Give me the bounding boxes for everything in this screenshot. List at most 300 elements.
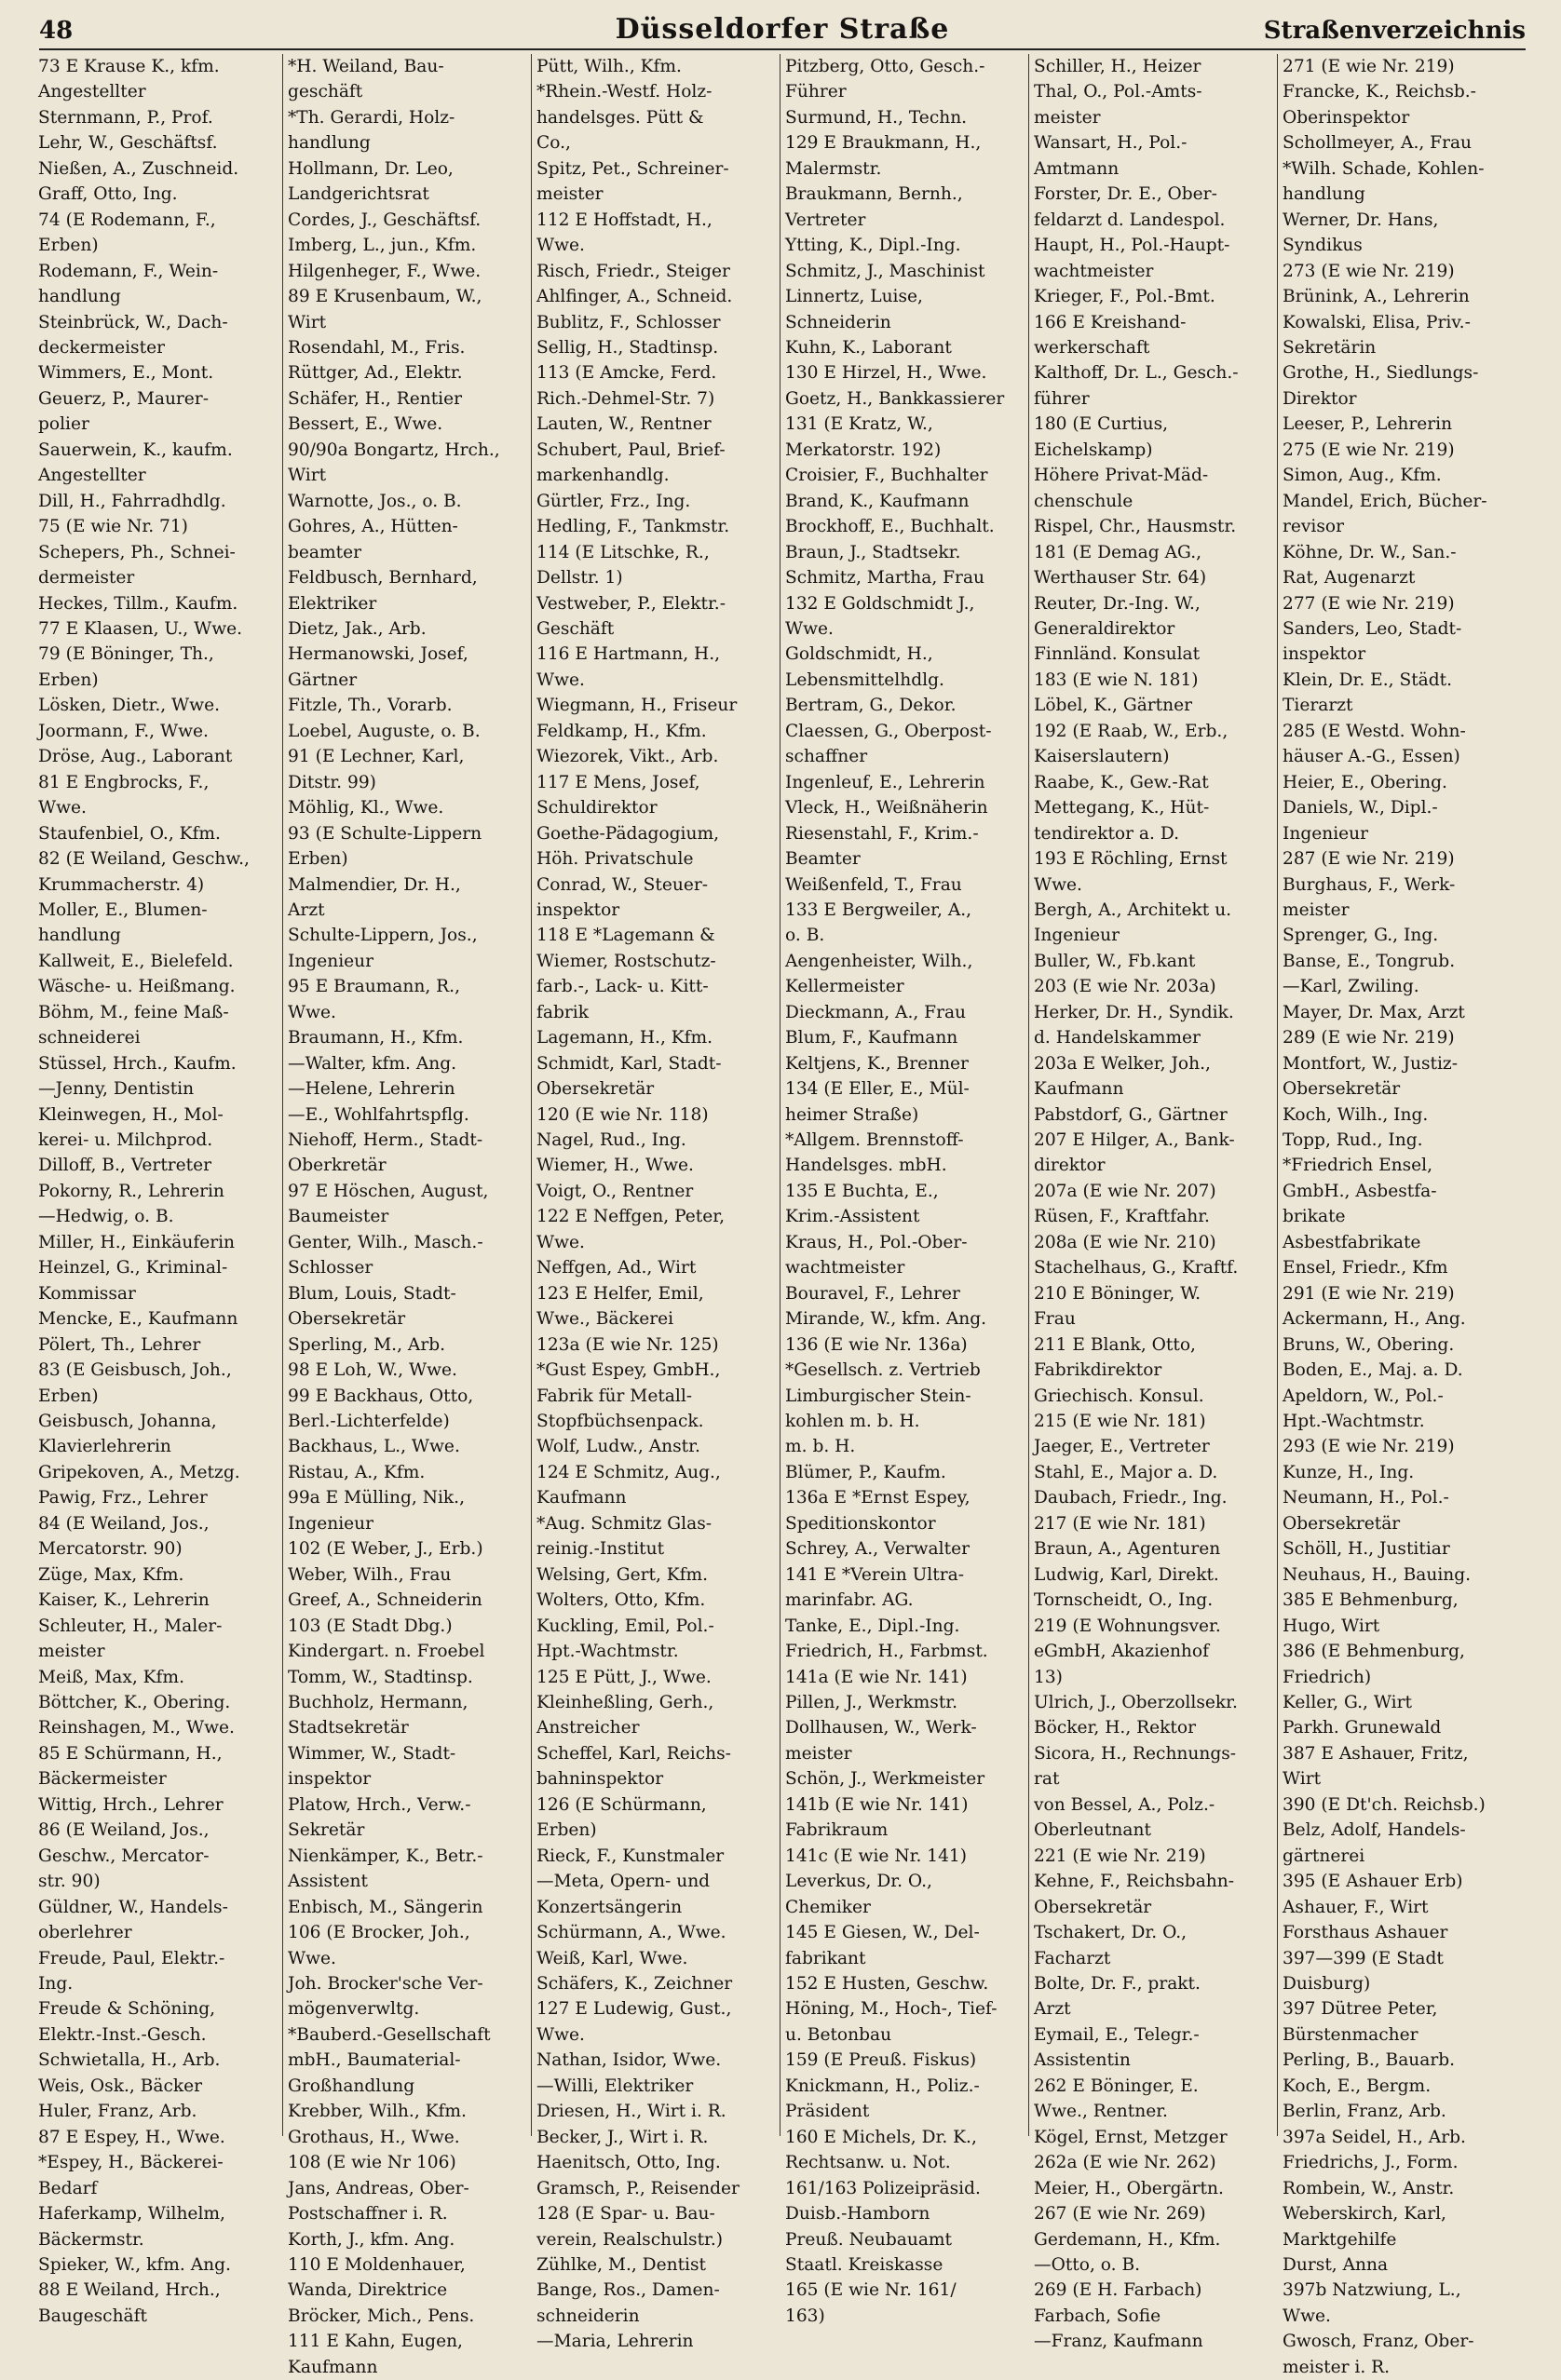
directory-entry-line: inspektor [288,1769,372,1790]
directory-entry-line: Meier, H., Obergärtn. [1034,2178,1224,2198]
directory-entry-line: Weberskirch, Karl, [1283,2204,1446,2224]
directory-entry-line: Erben) [288,849,348,870]
directory-entry-line: 74 (E Rodemann, F., [38,210,216,230]
directory-entry-line: 127 E Ludewig, Gust., [536,1999,732,2020]
directory-entry-line: Präsident [785,2102,870,2122]
directory-entry-line: farb.-, Lack- u. Kitt- [536,977,709,997]
directory-entry-line: Höhere Privat-Mäd- [1034,466,1209,486]
directory-entry-line: Goetz, H., Bankkassierer [785,388,1005,409]
directory-entry-line: Greef, A., Schneiderin [288,1590,482,1611]
directory-entry-line: Graff, Otto, Ing. [38,184,178,205]
directory-entry-line: Tomm, W., Stadtinsp. [288,1667,473,1687]
directory-entry-line: Friedrich) [1283,1667,1372,1687]
directory-entry-line: Wwe. [536,1232,585,1252]
directory-entry-line: Freude & Schöning, [38,1999,216,2020]
directory-entry-line: Asbestfabrikate [1283,1232,1421,1252]
directory-entry-line: 129 E Braukmann, H., [785,133,982,154]
directory-entry-line: kohlen m. b. H. [785,1412,920,1432]
directory-entry-line: Nießen, A., Zuschneid. [38,158,239,179]
directory-entry-line: 267 (E wie Nr. 269) [1034,2204,1206,2224]
directory-entry-line: —Willi, Elektriker [536,2076,694,2096]
directory-entry-line: Francke, K., Reichsb.- [1283,82,1476,102]
directory-entry-line: Mencke, E., Kaufmann [38,1309,238,1330]
directory-entry-line: meister i. R. [1283,2357,1391,2377]
directory-entry-line: beamter [288,542,361,562]
directory-entry-line: kerei- u. Milchprod. [38,1130,213,1151]
directory-entry-line: 277 (E wie Nr. 219) [1283,593,1455,614]
directory-entry-line: 262 E Böninger, E. [1034,2076,1199,2096]
directory-entry-line: *Espey, H., Bäckerei- [38,2153,224,2173]
directory-entry-line: 86 (E Weiland, Jos., [38,1820,210,1841]
directory-entry-line: Ristau, A., Kfm. [288,1462,426,1482]
directory-entry-line: 118 E *Lagemann & [536,926,715,946]
directory-entry-line: Ackermann, H., Ang. [1283,1309,1466,1330]
directory-entry-line: deckermeister [38,337,165,358]
directory-entry-line: Jaeger, E., Vertreter [1034,1437,1210,1457]
directory-entry-line: 193 E Röchling, Ernst [1034,849,1228,870]
directory-entry-line: Lauten, W., Rentner [536,414,712,435]
directory-entry-line: Bürstenmacher [1283,2024,1418,2045]
directory-entry-line: 285 (E Westd. Wohn- [1283,721,1466,741]
directory-entry-line: rat [1034,1769,1060,1790]
directory-entry-line: 211 E Blank, Otto, [1034,1334,1196,1355]
directory-entry-line: 75 (E wie Nr. 71) [38,517,188,537]
directory-entry-line: Handelsges. mbH. [785,1156,947,1176]
directory-entry-line: Angestellter [38,82,146,102]
directory-entry-line: Braun, A., Agenturen [1034,1539,1221,1560]
directory-entry-line: 83 (E Geisbusch, Joh., [38,1360,232,1381]
directory-column-4 [780,54,1028,2326]
directory-entry-line: o. B. [785,926,825,946]
directory-entry-line: —E., Wohlfahrtspflg. [288,1104,469,1125]
directory-entry-line: Moller, E., Blumen- [38,899,208,920]
directory-entry-line: *Allgem. Brennstoff- [785,1130,964,1151]
directory-entry-line: 262a (E wie Nr. 262) [1034,2153,1216,2173]
directory-entry-line: Kraus, H., Pol.-Ober- [785,1232,968,1252]
directory-entry-line: Stahl, E., Major a. D. [1034,1462,1218,1482]
directory-entry-line: 208a (E wie Nr. 210) [1034,1232,1216,1252]
directory-entry-line: 163) [785,2306,825,2326]
directory-entry-line: 136a E *Ernst Espey, [785,1488,971,1508]
directory-entry-line: Hugo, Wirt [1283,1616,1380,1636]
directory-entry-line: Apeldorn, W., Pol.- [1283,1386,1444,1406]
directory-entry-line: 131 (E Kratz, W., [785,414,933,435]
directory-entry-line: 98 E Loh, W., Wwe. [288,1360,457,1381]
directory-entry-line: Rodemann, F., Wein- [38,261,219,281]
directory-entry-line: Nienkämper, K., Betr.- [288,1846,483,1866]
directory-entry-line: Lagemann, H., Kfm. [536,1028,713,1048]
directory-entry-line: Bange, Ros., Damen- [536,2280,720,2301]
directory-entry-line: Geuerz, P., Maurer- [38,388,209,409]
directory-entry-line: Thal, O., Pol.-Amts- [1034,82,1202,102]
directory-entry-line: Raabe, K., Gew.-Rat [1034,772,1209,792]
directory-entry-line: Kalthoff, Dr. L., Gesch.- [1034,363,1239,384]
directory-entry-line: Welsing, Gert, Kfm. [536,1564,709,1585]
directory-entry-line: Schrey, A., Verwalter [785,1539,970,1560]
directory-entry-line: Obersekretär [536,1079,655,1100]
directory-entry-line: 192 (E Raab, W., Erb., [1034,721,1228,741]
directory-entry-line: Eichelskamp) [1034,439,1153,460]
directory-entry-line: GmbH., Asbestfa- [1283,1181,1437,1201]
directory-entry-line: Kommissar [38,1283,136,1304]
directory-entry-line: Wäsche- u. Heißmang. [38,977,236,997]
directory-entry-line: Jans, Andreas, Ober- [288,2178,469,2198]
directory-entry-line: Werthauser Str. 64) [1034,568,1207,588]
directory-entry-line: Preuß. Neubauamt [785,2229,953,2250]
directory-entry-line: 122 E Neffgen, Peter, [536,1207,725,1227]
directory-entry-line: inspektor [1283,644,1366,665]
directory-entry-line: Rechtsanw. u. Not. [785,2153,951,2173]
directory-entry-line: Hilgenheger, F., Wwe. [288,261,482,281]
directory-entry-line: 161/163 Polizeipräsid. [785,2178,981,2198]
directory-entry-line: Dietz, Jak., Arb. [288,618,427,639]
directory-entry-line: mögenverwltg. [288,1999,420,2020]
directory-entry-line: *Wilh. Schade, Kohlen- [1283,158,1485,179]
directory-entry-line: Belz, Adolf, Handels- [1283,1820,1466,1841]
directory-entry-line: 386 (E Behmenburg, [1283,1642,1465,1662]
directory-entry-line: Koch, Wilh., Ing. [1283,1104,1429,1125]
directory-entry-line: handlung [38,926,121,946]
directory-entry-line: Fabrikraum [785,1820,889,1841]
directory-entry-line: Gürtler, Frz., Ing. [536,491,691,511]
directory-entry-line: brikate [1283,1207,1346,1227]
directory-entry-line: 141b (E wie Nr. 141) [785,1794,969,1815]
directory-entry-line: Surmund, H., Techn. [785,107,968,128]
directory-entry-line: 89 E Krusenbaum, W., [288,287,482,307]
directory-entry-line: —Walter, kfm. Ang. [288,1053,457,1074]
directory-entry-line: Rombein, W., Anstr. [1283,2178,1455,2198]
directory-entry-line: Chemiker [785,1897,871,1917]
directory-entry-line: Nathan, Isidor, Wwe. [536,2050,722,2071]
directory-entry-line: Beamter [785,849,861,870]
directory-entry-line: Arzt [1034,1999,1071,2020]
directory-entry-line: Hermanowski, Josef, [288,644,468,665]
directory-entry-line: u. Betonbau [785,2024,892,2045]
directory-entry-line: fabrikant [785,1948,866,1968]
directory-entry-line: Bertram, G., Dekor. [785,696,957,716]
directory-entry-line: Weis, Osk., Bäcker [38,2076,203,2096]
directory-entry-line: Risch, Friedr., Steiger [536,261,730,281]
directory-entry-line: Brünink, A., Lehrerin [1283,287,1470,307]
directory-entry-line: Mandel, Erich, Bücher- [1283,491,1487,511]
directory-entry-line: Griechisch. Konsul. [1034,1386,1204,1406]
directory-entry-line: meister [536,184,604,205]
directory-entry-line: Neffgen, Ad., Wirt [536,1258,697,1278]
directory-entry-line: —Hedwig, o. B. [38,1207,174,1227]
directory-entry-line: 120 (E wie Nr. 118) [536,1104,709,1125]
section-title: Straßenverzeichnis [1263,17,1526,45]
directory-entry-line: Sekretärin [1283,337,1377,358]
directory-entry-line: Fitzle, Th., Vorarb. [288,696,453,716]
directory-entry-line: Wwe. [288,1002,336,1022]
directory-entry-line: Köhne, Dr. W., San.- [1283,542,1457,562]
directory-entry-line: Obersekretär [1034,1897,1152,1917]
directory-entry-line: Oberkretär [288,1156,387,1176]
directory-entry-line: Loebel, Auguste, o. B. [288,721,481,741]
directory-entry-line: Bolte, Dr. F., prakt. [1034,1973,1201,1994]
directory-entry-line: —Helene, Lehrerin [288,1079,455,1100]
directory-entry-line: Kleinheßling, Gerh., [536,1693,714,1712]
directory-entry-line: Obersekretär [1283,1513,1401,1534]
directory-entry-line: Daubach, Friedr., Ing. [1034,1488,1228,1508]
directory-entry-line: eGmbH, Akazienhof [1034,1642,1209,1662]
directory-entry-line: m. b. H. [785,1437,856,1457]
directory-entry-line: Sekretär [288,1820,365,1841]
directory-entry-line: Schneiderin [785,312,891,332]
directory-entry-line: 128 (E Spar- u. Bau- [536,2204,715,2224]
directory-entry-line: Wiemer, H., Wwe. [536,1156,694,1176]
directory-entry-line: Heier, E., Obering. [1283,772,1447,792]
directory-entry-line: Duisb.-Hamborn [785,2204,930,2224]
directory-entry-line: Wwe. [536,2024,585,2045]
directory-entry-line: 99 E Backhaus, Otto, [288,1386,474,1406]
directory-entry-line: Wwe. [1034,874,1082,895]
directory-entry-line: 124 E Schmitz, Aug., [536,1462,721,1482]
directory-entry-line: 81 E Engbrocks, F., [38,772,210,792]
directory-entry-line: reinig.-Institut [536,1539,665,1560]
directory-entry-line: Stachelhaus, G., Kraftf. [1034,1258,1239,1278]
directory-entry-line: Direktor [1283,388,1357,409]
directory-entry-line: 112 E Hoffstadt, H., [536,210,713,230]
directory-entry-line: Pölert, Th., Lehrer [38,1334,201,1355]
directory-entry-line: wachtmeister [785,1258,905,1278]
directory-entry-line: Pawig, Frz., Lehrer [38,1488,208,1508]
directory-entry-line: Sprenger, G., Ing. [1283,926,1439,946]
directory-entry-line: 207 E Hilger, A., Bank- [1034,1130,1235,1151]
directory-entry-line: 273 (E wie Nr. 219) [1283,261,1455,281]
directory-entry-line: 102 (E Weber, J., Erb.) [288,1539,483,1560]
directory-entry-line: Rat, Augenarzt [1283,568,1416,588]
directory-entry-line: Ingenieur [288,951,374,971]
directory-entry-line: Rispel, Chr., Hausmstr. [1034,517,1237,537]
directory-entry-line: 88 E Weiland, Hrch., [38,2280,221,2301]
directory-entry-line: str. 90) [38,1872,101,1892]
directory-entry-line: *Bauberd.-Gesellschaft [288,2024,491,2045]
directory-entry-line: Elektriker [288,593,377,614]
directory-entry-line: Malermstr. [785,158,882,179]
directory-entry-line: 113 (E Amcke, Ferd. [536,363,717,384]
directory-entry-line: Riesenstahl, F., Krim.- [785,823,979,844]
directory-entry-line: Friedrichs, J., Form. [1283,2153,1459,2173]
directory-entry-line: Wwe. [536,236,585,256]
directory-entry-line: Weißenfeld, T., Frau [785,874,962,895]
directory-entry-line: schneiderei [38,1028,141,1048]
directory-entry-line: 123 E Helfer, Emil, [536,1283,704,1304]
directory-entry-line: Schuldirektor [536,798,658,818]
directory-entry-line: 141c (E wie Nr. 141) [785,1846,968,1866]
directory-entry-line: Eymail, E., Telegr.- [1034,2024,1200,2045]
directory-entry-line: Klavierlehrerin [38,1437,171,1457]
directory-entry-line: Kallweit, E., Bielefeld. [38,951,234,971]
directory-entry-line: Wanda, Direktrice [288,2280,448,2301]
directory-entry-line: 385 E Behmenburg, [1283,1590,1459,1611]
directory-entry-line: Gohres, A., Hütten- [288,517,458,537]
directory-entry-line: Schmidt, Karl, Stadt- [536,1053,722,1074]
directory-column-1 [34,54,282,2326]
directory-entry-line: Dieckmann, A., Frau [785,1002,967,1022]
directory-entry-line: Lebensmittelhdlg. [785,669,944,690]
directory-entry-line: 132 E Goldschmidt J., [785,593,975,614]
directory-entry-line: —Franz, Kaufmann [1034,2332,1203,2352]
directory-entry-line: Rüttger, Ad., Elektr. [288,363,463,384]
directory-entry-line: Pokorny, R., Lehrerin [38,1181,224,1201]
directory-entry-line: 152 E Husten, Geschw. [785,1973,989,1994]
directory-entry-line: Leverkus, Dr. O., [785,1872,932,1892]
directory-entry-line: Tschakert, Dr. O., [1034,1923,1188,1943]
directory-entry-line: d. Handelskammer [1034,1028,1201,1048]
directory-entry-line: Staufenbiel, O., Kfm. [38,823,221,844]
directory-entry-line: Dollhausen, W., Werk- [785,1718,977,1738]
directory-entry-line: Heckes, Tillm., Kaufm. [38,593,238,614]
directory-entry-line: Löbel, K., Gärtner [1034,696,1193,716]
directory-entry-line: 293 (E wie Nr. 219) [1283,1437,1455,1457]
directory-entry-line: 85 E Schürmann, H., [38,1743,223,1764]
directory-entry-line: Ensel, Friedr., Kfm [1283,1258,1448,1278]
directory-entry-line: 207a (E wie Nr. 207) [1034,1181,1216,1201]
directory-entry-line: Croisier, F., Buchhalter [785,466,988,486]
directory-entry-line: —Maria, Lehrerin [536,2332,694,2352]
directory-entry-line: 114 (E Litschke, R., [536,542,710,562]
directory-columns [34,54,1527,2377]
directory-entry-line: Kuhn, K., Laborant [785,337,952,358]
directory-entry-line: Krummacherstr. 4) [38,874,205,895]
directory-entry-line: Schubert, Paul, Brief- [536,439,726,460]
directory-entry-line: Koch, E., Bergm. [1283,2076,1432,2096]
directory-entry-line: 275 (E wie Nr. 219) [1283,439,1455,460]
directory-entry-line: 123a (E wie Nr. 125) [536,1334,719,1355]
directory-entry-line: Ingenieur [1034,926,1120,946]
directory-entry-line: 141 E *Verein Ultra- [785,1564,964,1585]
directory-entry-line: Meiß, Max, Kfm. [38,1667,184,1687]
directory-entry-line: Weiß, Karl, Wwe. [536,1948,688,1968]
directory-entry-line: 13) [1034,1667,1063,1687]
directory-entry-line: meister [1283,899,1350,920]
directory-entry-line: Syndikus [1283,236,1363,256]
directory-entry-line: werkerschaft [1034,337,1150,358]
directory-entry-line: Wolf, Ludw., Anstr. [536,1437,700,1457]
directory-entry-line: Schollmeyer, A., Frau [1283,133,1473,154]
directory-entry-line: Keltjens, K., Brenner [785,1053,969,1074]
directory-entry-line: Haenitsch, Otto, Ing. [536,2153,721,2173]
directory-entry-line: Wittig, Hrch., Lehrer [38,1794,224,1815]
directory-entry-line: Dröse, Aug., Laborant [38,747,233,767]
directory-entry-line: Blum, Louis, Stadt- [288,1283,456,1304]
directory-entry-line: Höning, M., Hoch-, Tief- [785,1999,998,2020]
directory-entry-line: Braun, J., Stadtsekr. [785,542,961,562]
directory-entry-line: Postschaffner i. R. [288,2204,448,2224]
directory-entry-line: Gerdemann, H., Kfm. [1034,2229,1221,2250]
directory-entry-line: 134 (E Eller, E., Mül- [785,1079,970,1100]
directory-entry-line: Angestellter [38,466,146,486]
directory-entry-line: Grothe, H., Siedlungs- [1283,363,1479,384]
directory-entry-line: Schäfers, K., Zeichner [536,1973,733,1994]
directory-entry-line: 125 E Pütt, J., Wwe. [536,1667,712,1687]
directory-entry-line: Hollmann, Dr. Leo, [288,158,454,179]
directory-entry-line: Pitzberg, Otto, Gesch.- [785,57,985,76]
directory-entry-line: Stopfbüchsenpack. [536,1412,704,1432]
directory-entry-line: Züge, Max, Kfm. [38,1564,184,1585]
directory-entry-line: Schleuter, H., Maler- [38,1616,223,1636]
directory-entry-line: Blum, F., Kaufmann [785,1028,958,1048]
directory-entry-line: 110 E Moldenhauer, [288,2254,466,2275]
directory-entry-line: Miller, H., Einkäuferin [38,1232,236,1252]
directory-entry-line: Wwe. [536,669,585,690]
directory-entry-line: Rosendahl, M., Fris. [288,337,466,358]
directory-entry-line: Merkatorstr. 192) [785,439,942,460]
directory-entry-line: Ing. [38,1973,74,1994]
directory-entry-line: Assistentin [1034,2050,1131,2071]
directory-entry-line: Wolters, Otto, Kfm. [536,1590,706,1611]
directory-entry-line: Großhandlung [288,2076,415,2096]
directory-entry-line: Ingenieur [288,1513,374,1534]
directory-entry-line: *Aug. Schmitz Glas- [536,1513,713,1534]
directory-entry-line: 73 E Krause K., kfm. [38,57,220,76]
directory-entry-line: —Jenny, Dentistin [38,1079,195,1100]
directory-entry-line: 79 (E Böninger, Th., [38,644,214,665]
directory-entry-line: Erben) [536,1820,597,1841]
directory-entry-line: Kowalski, Elisa, Priv.- [1283,312,1471,332]
directory-entry-line: *Gust Espey, GmbH., [536,1360,721,1381]
directory-entry-line: Ludwig, Karl, Direkt. [1034,1564,1219,1585]
directory-entry-line: fabrik [536,1002,589,1022]
directory-entry-line: Kleinwegen, H., Mol- [38,1104,224,1125]
page-header [39,11,1526,50]
directory-entry-line: Gärtner [288,669,358,690]
directory-entry-line: 103 (E Stadt Dbg.) [288,1616,453,1636]
directory-entry-line: wachtmeister [1034,261,1154,281]
directory-entry-line: Boden, E., Maj. a. D. [1283,1360,1463,1381]
directory-entry-line: Feldkamp, H., Kfm. [536,721,707,741]
directory-entry-line: Oberinspektor [1283,107,1410,128]
directory-entry-line: Möhlig, Kl., Wwe. [288,798,444,818]
directory-entry-line: Güldner, W., Handels- [38,1897,228,1917]
directory-entry-line: Wiegmann, H., Friseur [536,696,738,716]
directory-entry-line: Höh. Privatschule [536,849,694,870]
directory-entry-line: Enbisch, M., Sängerin [288,1897,483,1917]
directory-entry-line: 395 (E Ashauer Erb) [1283,1872,1463,1892]
directory-entry-line: Freude, Paul, Elektr.- [38,1948,225,1968]
directory-entry-line: Kaufmann [1034,1079,1124,1100]
directory-entry-line: 106 (E Brocker, Joh., [288,1923,470,1943]
directory-entry-line: Joh. Brocker'sche Ver- [288,1973,483,1994]
directory-entry-line: Goldschmidt, H., [785,644,933,665]
directory-entry-line: Schlosser [288,1258,373,1278]
directory-entry-line: Berl.-Lichterfelde) [288,1412,450,1432]
directory-entry-line: Imberg, L., jun., Kfm. [288,236,477,256]
directory-entry-line: 181 (E Demag AG., [1034,542,1202,562]
directory-entry-line: Forster, Dr. E., Ober- [1034,184,1217,205]
directory-entry-line: Mettegang, K., Hüt- [1034,798,1210,818]
directory-entry-line: Geschäft [536,618,615,639]
directory-entry-line: 90/90a Bongartz, Hrch., [288,439,500,460]
directory-entry-line: Gwosch, Franz, Ober- [1283,2332,1474,2352]
directory-entry-line: 271 (E wie Nr. 219) [1283,57,1455,76]
directory-entry-line: Ahlfinger, A., Schneid. [536,287,733,307]
directory-entry-line: Sellig, H., Stadtinsp. [536,337,719,358]
directory-entry-line: Perling, B., Bauarb. [1283,2050,1456,2071]
directory-entry-line: Wimmer, W., Stadt- [288,1743,456,1764]
directory-entry-line: Hpt.-Wachtmstr. [1283,1412,1425,1432]
directory-entry-line: Simon, Aug., Kfm. [1283,466,1442,486]
directory-entry-line: Erben) [38,236,99,256]
directory-entry-line: Warnotte, Jos., o. B. [288,491,462,511]
directory-entry-line: Erben) [38,1386,99,1406]
directory-entry-line: markenhandlg. [536,466,670,486]
directory-entry-line: Bublitz, F., Schlosser [536,312,721,332]
directory-entry-line: 397a Seidel, H., Arb. [1283,2127,1466,2147]
directory-entry-line: Hpt.-Wachtmstr. [536,1642,679,1662]
directory-entry-line: Feldbusch, Bernhard, [288,568,478,588]
